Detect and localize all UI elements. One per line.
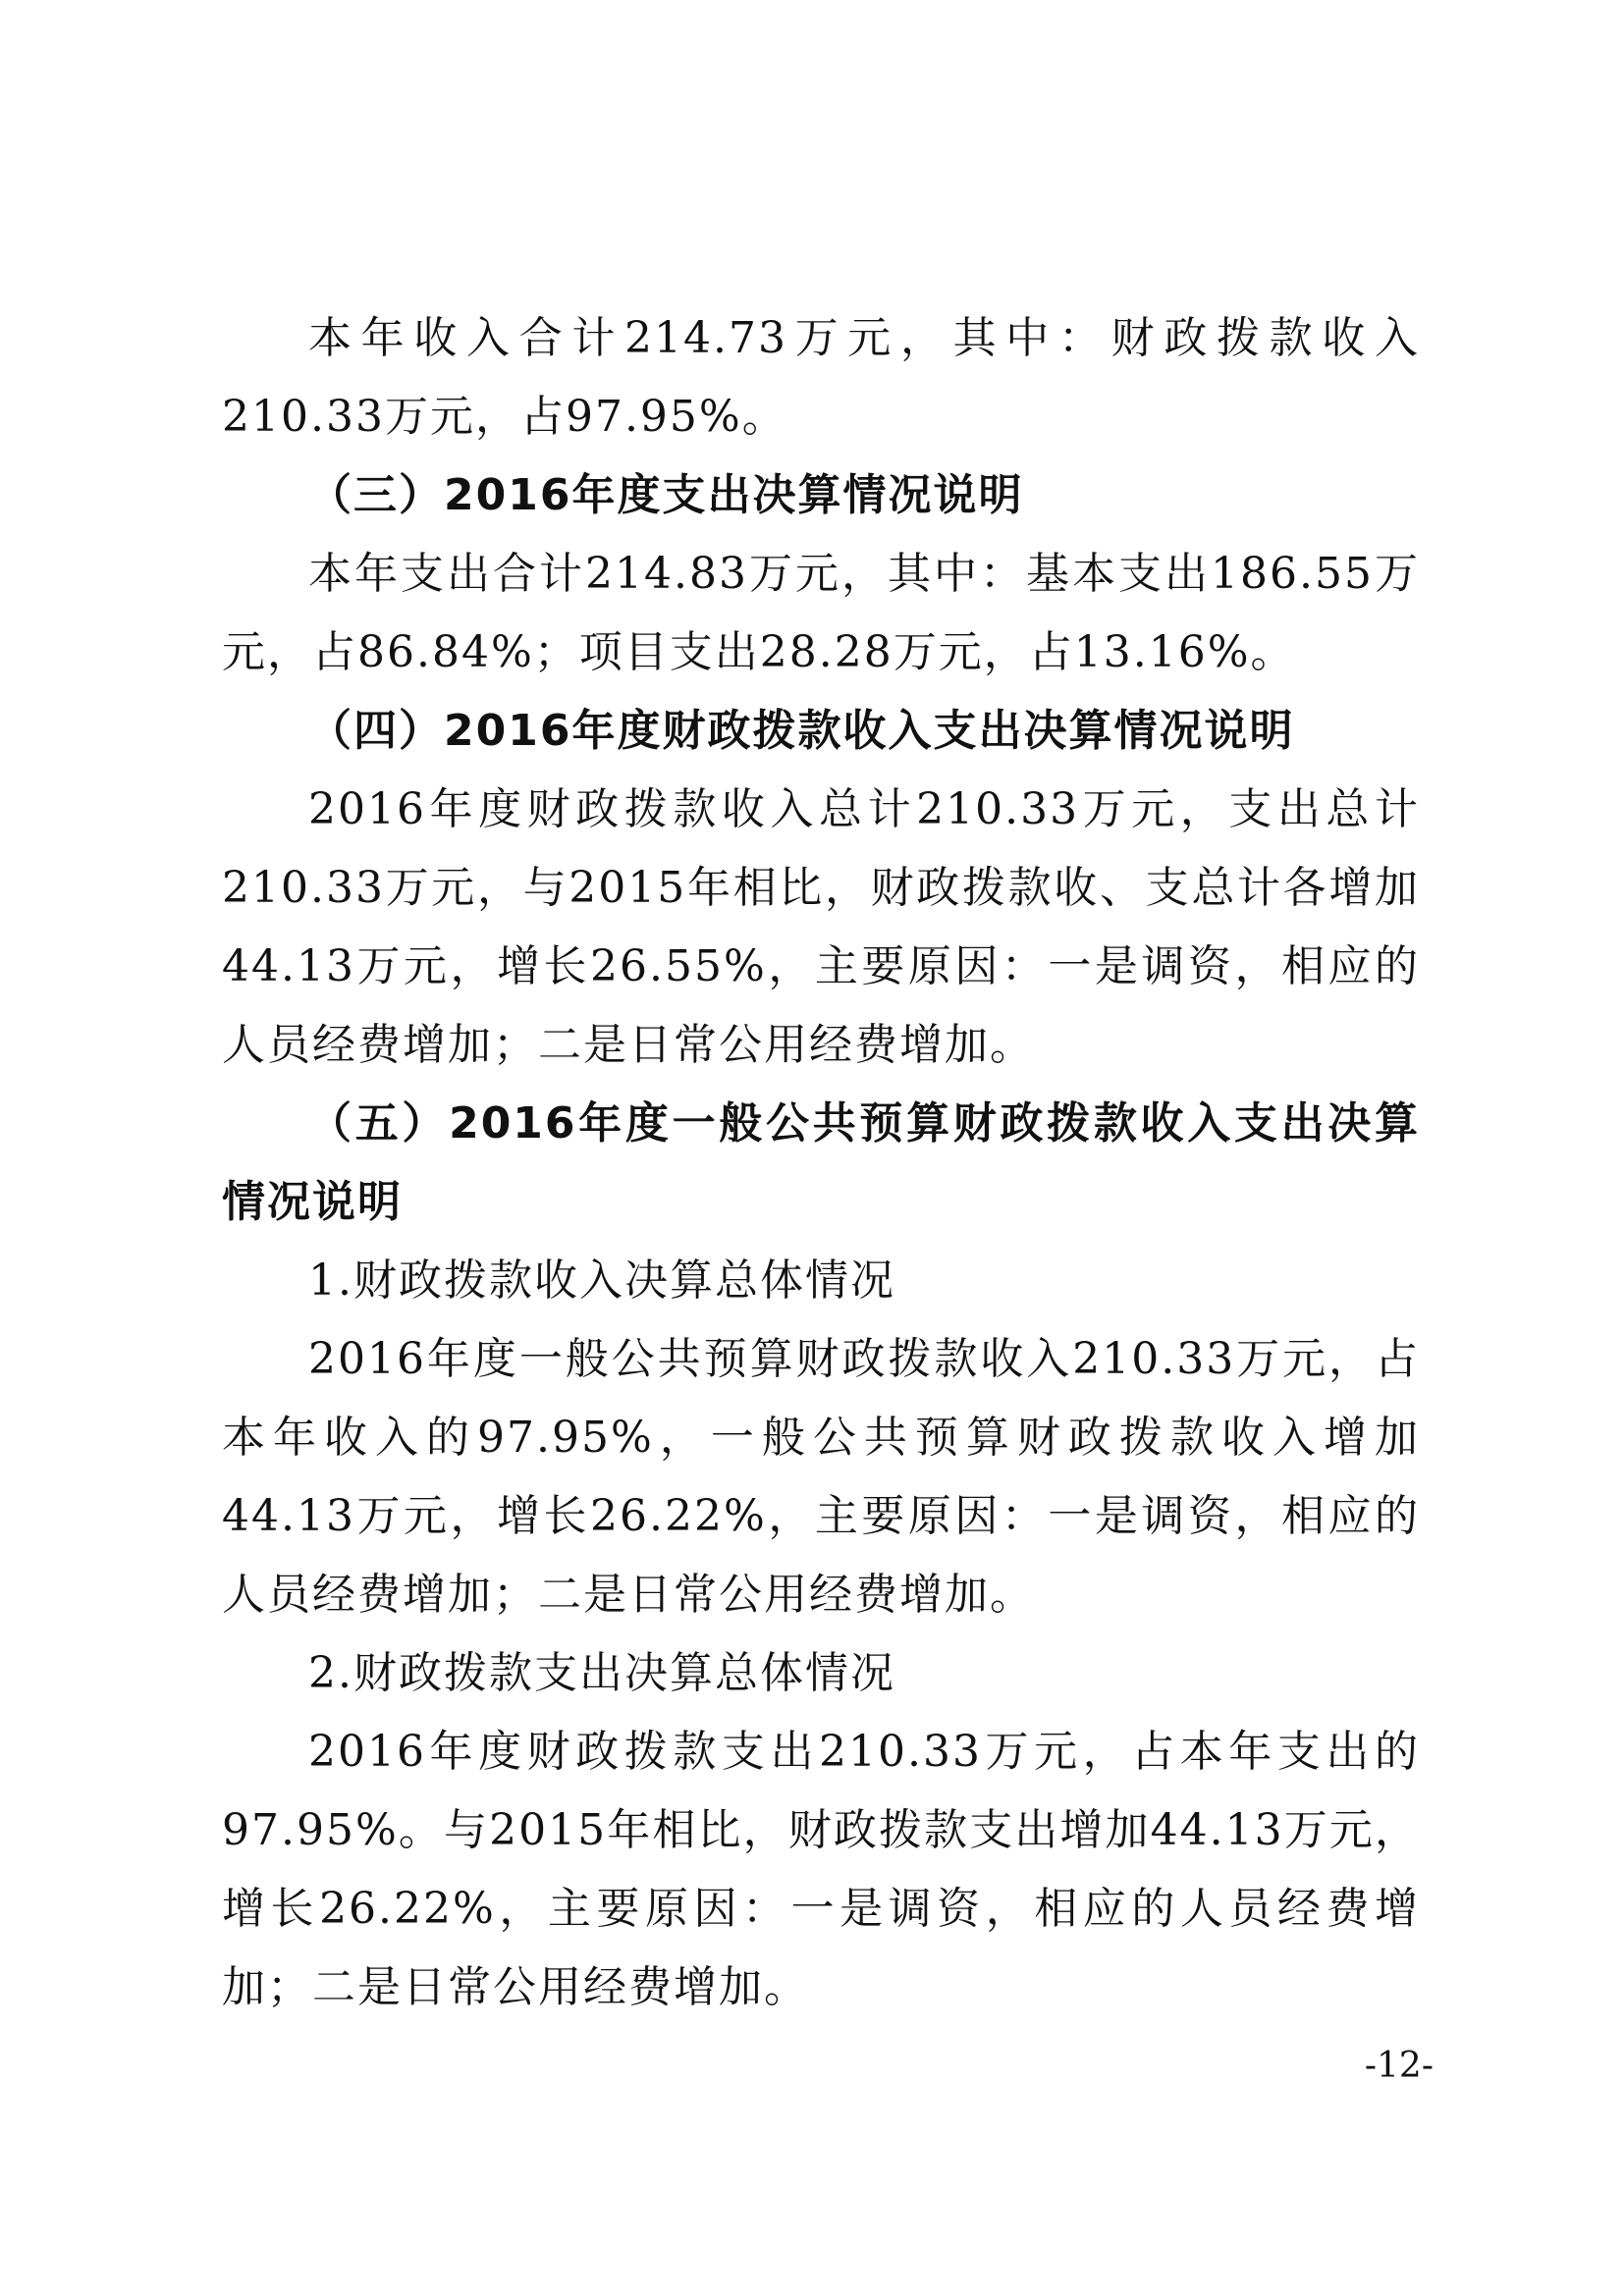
subheading-expenditure-overview: 2.财政拨款支出决算总体情况 — [308, 1648, 895, 1698]
subheading-income-overview: 1.财政拨款收入决算总体情况 — [308, 1255, 895, 1306]
section-heading-5: （五）2016年度一般公共预算财政拨款收入支出决算情况说明 — [222, 1098, 1420, 1227]
paragraph-income-total: 本年收入合计214.73万元，其中：财政拨款收入210.33万元，占97.95%。 — [222, 313, 1420, 442]
section-heading-4: （四）2016年度财政拨款收入支出决算情况说明 — [308, 706, 1295, 756]
paragraph-expenditure-total: 本年支出合计214.83万元，其中：基本支出186.55万元，占86.84%；项目支出28.28万元，占13.16%。 — [222, 549, 1420, 677]
paragraph-budget-expenditure: 2016年度财政拨款支出210.33万元，占本年支出的97.95%。与2015年相比，财政拨款支出增加44.13万元，增长26.22%，主要原因：一是调资，相应的人员经费增加；二是日常公用经费增加。 — [222, 1727, 1420, 2012]
paragraph-budget-income: 2016年度一般公共预算财政拨款收入210.33万元，占本年收入的97.95%，一般公共预算财政拨款收入增加44.13万元，增长26.22%，主要原因：一是调资，相应的人员经费增加；二是日常公用经费增加。 — [222, 1334, 1420, 1620]
page-number: -12- — [1364, 2046, 1434, 2086]
section-heading-3: （三）2016年度支出决算情况说明 — [308, 470, 1024, 520]
paragraph-fiscal-allocation: 2016年度财政拨款收入总计210.33万元，支出总计210.33万元，与2015年相比，财政拨款收、支总计各增加44.13万元，增长26.55%，主要原因：一是调资，相应的人员经费增加；二是日常公用经费增加。 — [222, 784, 1420, 1070]
